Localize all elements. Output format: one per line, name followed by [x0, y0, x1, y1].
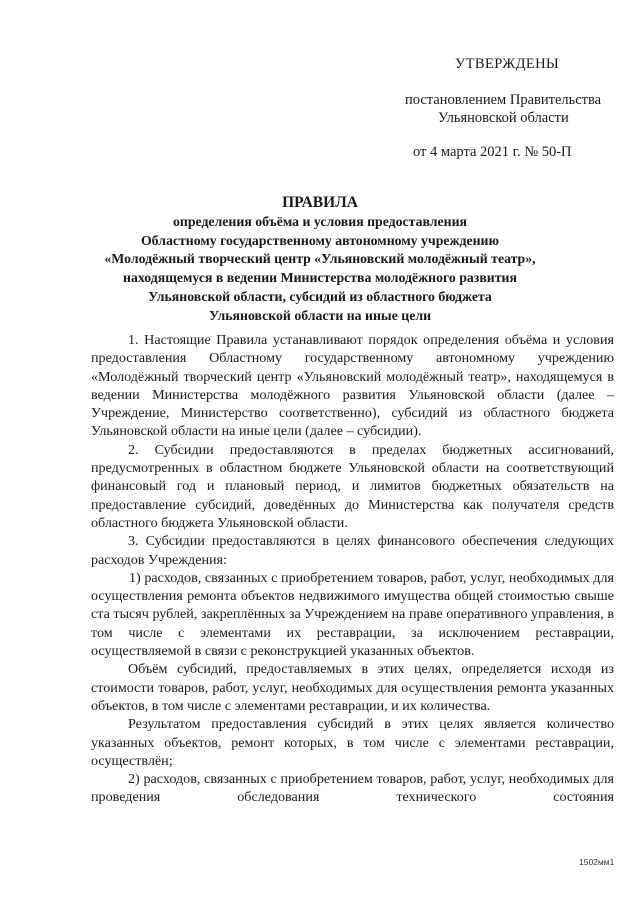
decree-date: от 4 марта 2021 г. № 50-П — [413, 144, 572, 160]
title-line: определения объёма и условия предоставления — [172, 214, 468, 229]
decree-reference-line2: Ульяновской области — [438, 110, 569, 126]
title-line: находящемуся в ведении Министерства молодёжного развития — [123, 270, 517, 286]
title-line: Ульяновской области, субсидий из областного бюджета — [148, 288, 492, 304]
decree-reference-line1: постановлением Правительства — [405, 92, 602, 108]
paragraph-result: Результатом предоставления субсидий в этих целях является количество указанных объектов, ремонт которых, в том числе с элементами реставрации, осуществлён; — [91, 716, 614, 769]
paragraph-3-item-1: 1) расходов, связанных с приобретением товаров, работ, услуг, необходимых для осуществления ремонта объектов недвижимого имущества общей стоимостью свыше ста тысяч рублей, закреплённых за Учреждением на праве оперативного управления, в том числе с элементами их реставрации, за исключением реставрации, осуществляемой в связи с реконструкцией указанных объектов. — [91, 569, 614, 660]
document-body — [91, 331, 614, 807]
title-main: ПРАВИЛА — [282, 194, 358, 211]
paragraph-2: 2. Субсидии предоставляются в пределах бюджетных ассигнований, предусмотренных в областном бюджете Ульяновской области на соответствующий финансовый год и плановый период, и лимитов бюджетных обязательств на предоставление субсидий, доведённых до Министерства как получателя средств областного бюджета Ульяновской области. — [91, 441, 614, 531]
title-line: «Молодёжный творческий центр «Ульяновский молодёжный театр», — [104, 251, 536, 267]
page-code: 1502мм1 — [579, 857, 615, 867]
paragraph-volume: Объём субсидий, предоставляемых в этих целях, определяется исходя из стоимости товаров, работ, услуг, необходимых для осуществления ремонта указанных объектов, в том числе с элементами реставрации, и их количества. — [91, 661, 614, 714]
document-title — [80, 194, 560, 325]
approval-stamp-heading: УТВЕРЖДЕНЫ — [455, 56, 560, 72]
title-line: Областному государственному автономному учреждению — [140, 232, 500, 248]
paragraph-3-item-2: 2) расходов, связанных с приобретением товаров, работ, услуг, необходимых для проведения обследования технического состояния — [91, 771, 614, 806]
paragraph-3: 3. Субсидии предоставляются в целях финансового обеспечения следующих расходов Учреждения: — [91, 533, 614, 568]
title-line: Ульяновской области на иные цели — [208, 307, 432, 323]
paragraph-1: 1. Настоящие Правила устанавливают порядок определения объёма и условия предоставления Областному государственному автономному учреждению «Молодёжный творческий центр «Ульяновский молодёжный театр», находящемуся в ведении Министерства молодёжного развития Ульяновской области (далее – Учреждение, Министерство соответственно), субсидий из областного бюджета Ульяновской области на иные цели (далее – субсидии). — [91, 332, 614, 440]
